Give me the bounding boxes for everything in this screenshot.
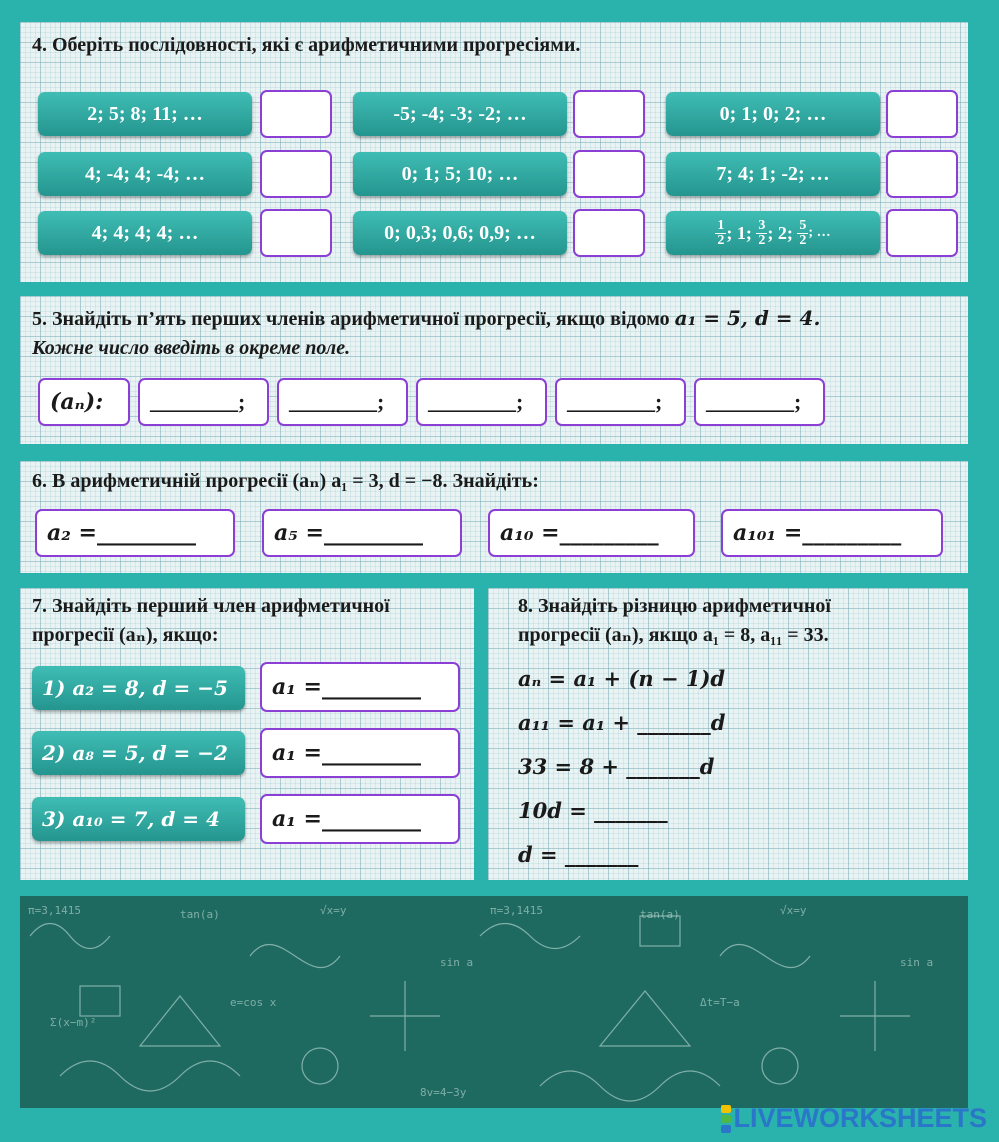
solution-line-1: aₙ = a₁ + (n − 1)d: [518, 666, 726, 691]
sequence-option-3[interactable]: 0; 1; 0; 2; …: [666, 92, 880, 136]
svg-text:sin a: sin a: [900, 956, 934, 969]
term-input-3[interactable]: ________;: [416, 378, 547, 426]
liveworksheets-logo: LIVEWORKSHEETS: [721, 1103, 987, 1134]
question-4-panel: [20, 22, 968, 282]
question-8-title-line-2: прогресії (aₙ), якщо a₁ = 8, a₁₁ = 33.: [518, 624, 829, 646]
svg-text:tan(a): tan(a): [180, 908, 220, 921]
solution-line-3[interactable]: 33 = 8 + _______d: [518, 754, 715, 779]
sequence-option-8[interactable]: 0; 0,3; 0,6; 0,9; …: [353, 211, 567, 255]
answer-box-4[interactable]: [260, 150, 332, 198]
fraction-3: $\frac{5}{2}$: [799, 217, 807, 248]
question-5-panel: [20, 296, 968, 444]
sequence-option-6[interactable]: 7; 4; 1; -2; …: [666, 152, 880, 196]
solution-line-4[interactable]: 10d = _______: [518, 798, 668, 823]
svg-text:e=cos x: e=cos x: [230, 996, 277, 1009]
term-input-5[interactable]: ________;: [694, 378, 825, 426]
logo-icon: [721, 1104, 731, 1134]
svg-text:√x=y: √x=y: [780, 904, 807, 917]
term-input-2[interactable]: ________;: [277, 378, 408, 426]
sequence-option-4[interactable]: 4; -4; 4; -4; …: [38, 152, 252, 196]
question-7-title-line-2: прогресії (aₙ), якщо:: [32, 624, 219, 646]
chalkboard-doodles: [20, 896, 968, 1108]
answer-box-2[interactable]: [573, 90, 645, 138]
sequence-option-2[interactable]: -5; -4; -3; -2; …: [353, 92, 567, 136]
solution-line-2[interactable]: a₁₁ = a₁ + _______d: [518, 710, 726, 735]
question-6-title: 6. В арифметичній прогресії (aₙ) a₁ = 3, d = −8. Знайдіть:: [32, 470, 539, 492]
question-8-title-line-1: 8. Знайдіть різницю арифметичної: [518, 595, 831, 617]
a101-input[interactable]: a₁₀₁ =_________: [721, 509, 943, 557]
a1-input-1[interactable]: a₁ =_________: [260, 662, 460, 712]
question-6-panel: [20, 461, 968, 573]
svg-text:π=3,1415: π=3,1415: [490, 904, 543, 917]
a2-input[interactable]: a₂ =_________: [35, 509, 235, 557]
question-5-subtitle: Кожне число введіть в окреме поле.: [32, 337, 351, 359]
sequence-option-5[interactable]: 0; 1; 5; 10; …: [353, 152, 567, 196]
chalkboard-banner: [20, 896, 968, 1108]
solution-line-5[interactable]: d = _______: [518, 842, 639, 867]
sequence-option-9[interactable]: $\frac{1}{2}$ ; 1; $\frac{3}{2}$ ; 2; $\frac{5}{2}$ ; …: [666, 211, 880, 255]
svg-text:Δt=T−a: Δt=T−a: [700, 996, 740, 1009]
answer-box-8[interactable]: [573, 209, 645, 257]
answer-box-6[interactable]: [886, 150, 958, 198]
svg-text:Σ(x−m)²: Σ(x−m)²: [50, 1016, 97, 1029]
fraction-2: $\frac{3}{2}$: [758, 217, 766, 248]
answer-box-7[interactable]: [260, 209, 332, 257]
a10-input[interactable]: a₁₀ =_________: [488, 509, 695, 557]
a1-input-2[interactable]: a₁ =_________: [260, 728, 460, 778]
a1-input-3[interactable]: a₁ =_________: [260, 794, 460, 844]
svg-text:sin a: sin a: [440, 956, 474, 969]
question-5-title: 5. Знайдіть п’ять перших членів арифметичної прогресії, якщо відомо a₁ = 5, d = 4.: [32, 306, 821, 330]
svg-text:tan(a): tan(a): [640, 908, 680, 921]
svg-text:8v=4−3y: 8v=4−3y: [420, 1086, 467, 1099]
question-4-title: 4. Оберіть послідовності, які є арифметичними прогресіями.: [32, 34, 581, 56]
question-8-panel: [488, 588, 968, 880]
condition-3[interactable]: 3) a₁₀ = 7, d = 4: [32, 797, 245, 841]
condition-2[interactable]: 2) a₈ = 5, d = −2: [32, 731, 245, 775]
svg-text:π=3,1415: π=3,1415: [28, 904, 81, 917]
question-7-panel: [20, 588, 474, 880]
condition-1[interactable]: 1) a₂ = 8, d = −5: [32, 666, 245, 710]
sequence-option-7[interactable]: 4; 4; 4; 4; …: [38, 211, 252, 255]
sequence-label-box: (aₙ):: [38, 378, 130, 426]
svg-text:√x=y: √x=y: [320, 904, 347, 917]
question-7-title-line-1: 7. Знайдіть перший член арифметичної: [32, 595, 390, 617]
sequence-option-1[interactable]: 2; 5; 8; 11; …: [38, 92, 252, 136]
answer-box-9[interactable]: [886, 209, 958, 257]
a5-input[interactable]: a₅ =_________: [262, 509, 462, 557]
term-input-4[interactable]: ________;: [555, 378, 686, 426]
answer-box-1[interactable]: [260, 90, 332, 138]
answer-box-3[interactable]: [886, 90, 958, 138]
answer-box-5[interactable]: [573, 150, 645, 198]
fraction-1: $\frac{1}{2}$: [717, 217, 725, 248]
term-input-1[interactable]: ________;: [138, 378, 269, 426]
